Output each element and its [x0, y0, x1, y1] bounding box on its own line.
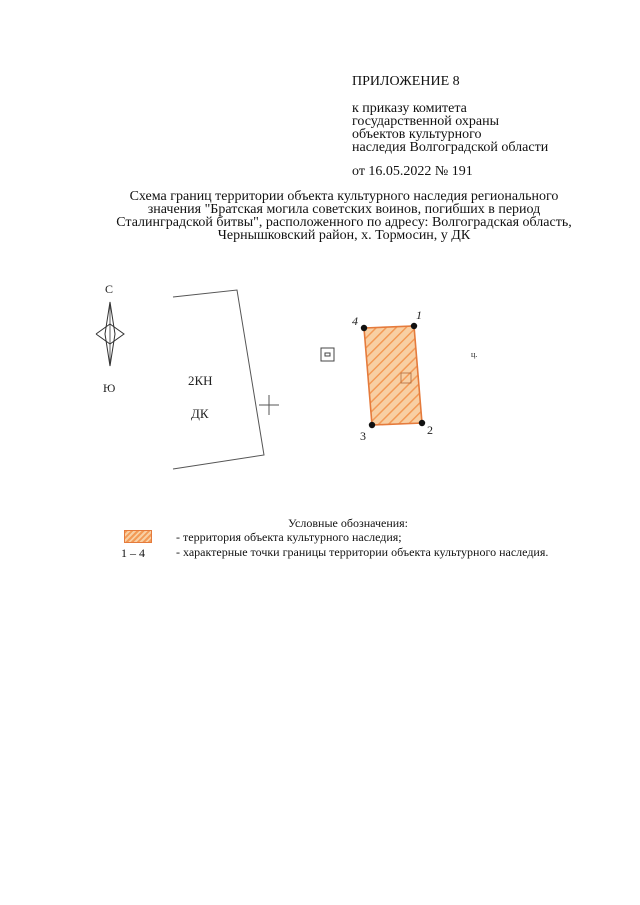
heritage-territory: [364, 326, 422, 425]
building-outline: [173, 290, 264, 469]
legend-territory-swatch: [124, 530, 152, 543]
order-line: объектов культурного: [352, 127, 482, 142]
building-name-label: ДК: [191, 406, 209, 421]
order-line: наследия Волгоградской области: [352, 140, 549, 155]
heading-line: Сталинградской битвы", расположенного по адресу: Волгоградская область,: [116, 215, 572, 230]
building-code-label: 2КН: [188, 373, 213, 388]
boundary-point: [411, 323, 417, 329]
boundary-point: [419, 420, 425, 426]
order-date: от 16.05.2022 № 191: [352, 164, 473, 179]
legend-territory-text: - территория объекта культурного наследия;: [176, 530, 402, 544]
heading-line: Схема границ территории объекта культурного наследия регионального: [129, 189, 559, 204]
legend-points-range: 1 – 4: [121, 546, 145, 560]
compass: [96, 282, 124, 395]
legend-points-text: - характерные точки границы территории объекта культурного наследия.: [176, 545, 549, 559]
order-line: к приказу комитета: [352, 101, 467, 116]
monument-symbol: [321, 348, 334, 361]
legend-title: Условные обозначения:: [288, 516, 409, 530]
boundary-point-label: 2: [427, 423, 433, 437]
boundary-point: [361, 325, 367, 331]
cross-marker: [259, 395, 279, 415]
boundary-point-label: 3: [360, 429, 366, 443]
boundary-point: [369, 422, 375, 428]
boundary-point-label: 4: [352, 314, 358, 328]
heading-line: Чернышковский район, х. Тормосин, у ДК: [217, 228, 471, 243]
appendix-title: ПРИЛОЖЕНИЕ 8: [352, 74, 460, 89]
heading-line: значения "Братская могила советских воинов, погибших в период: [147, 202, 541, 217]
territory-polygon: [364, 326, 422, 425]
building-dk: [173, 290, 264, 469]
compass-south-label: Ю: [103, 381, 116, 395]
compass-north-label: С: [105, 282, 114, 296]
boundary-point-label: 1: [416, 308, 422, 322]
order-line: государственной охраны: [352, 114, 500, 129]
map-marker-label: ц.: [471, 350, 478, 359]
